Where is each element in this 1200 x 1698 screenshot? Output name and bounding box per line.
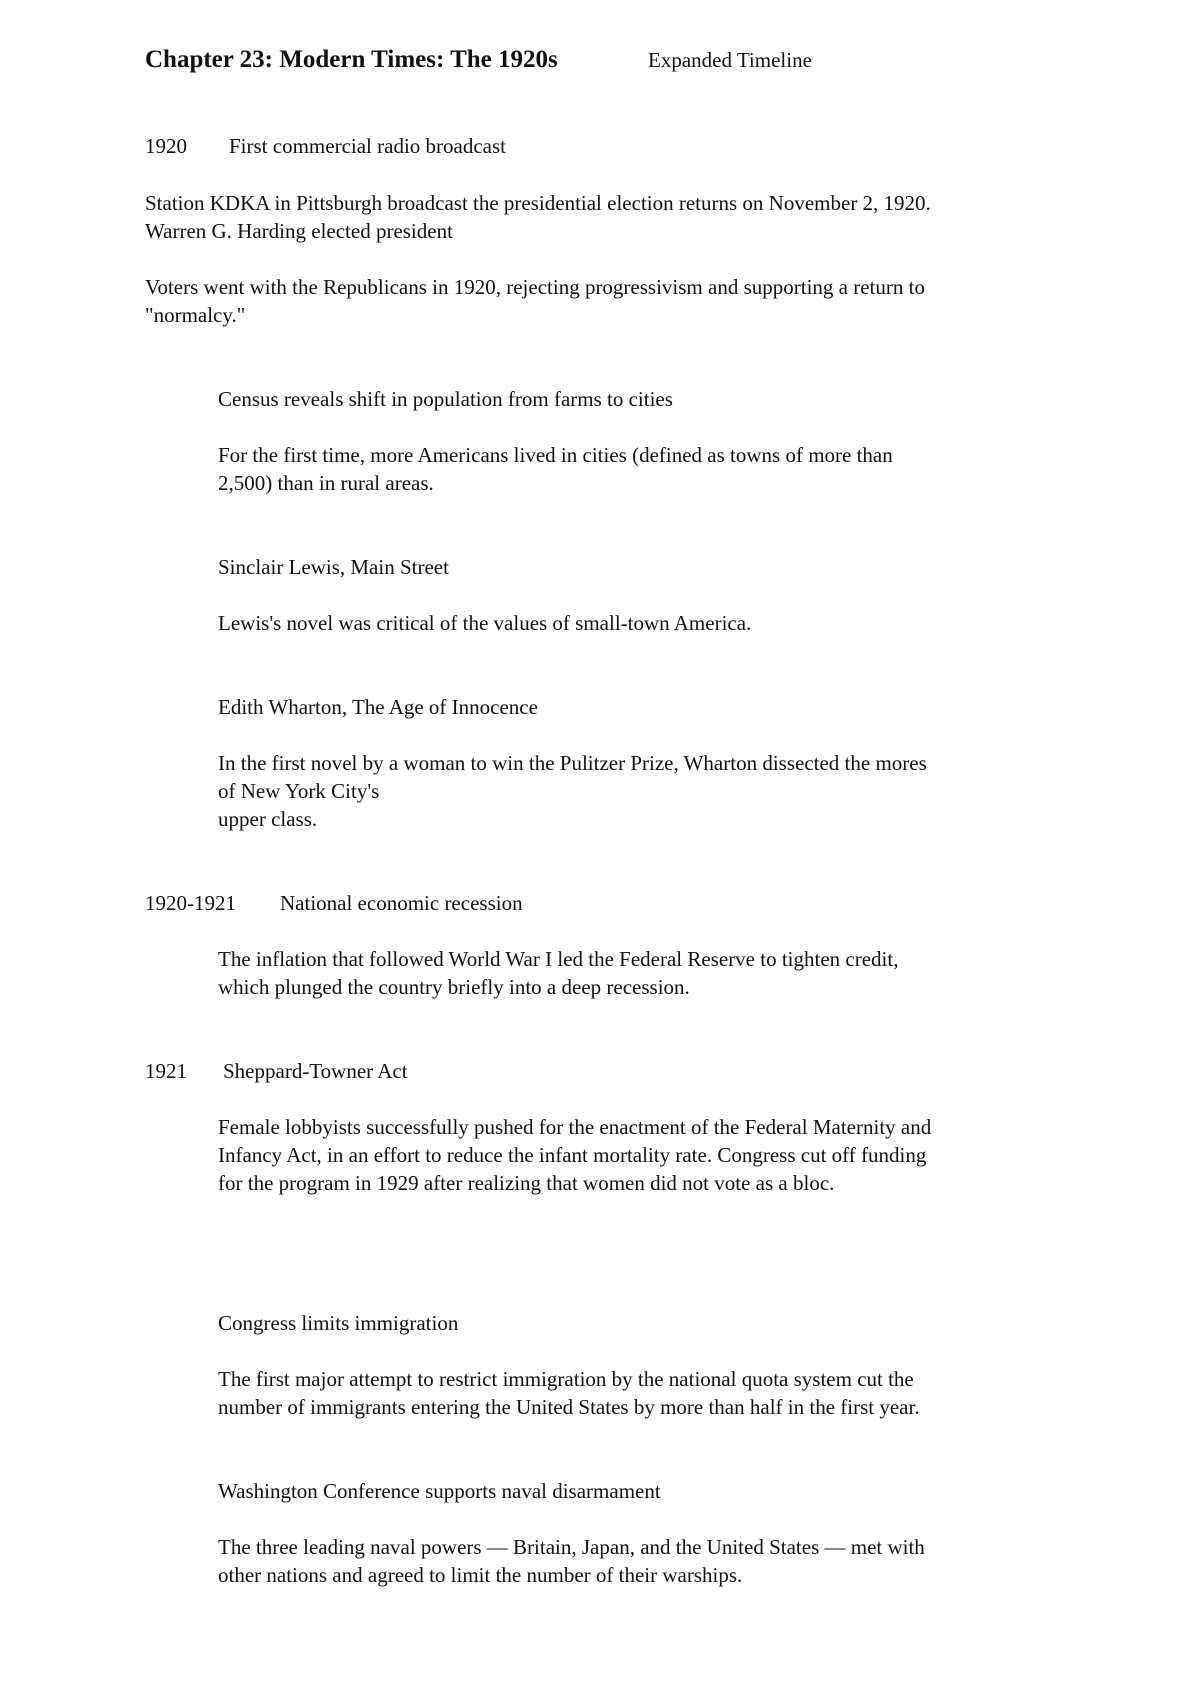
entry-body-line: which plunged the country briefly into a deep recession. (218, 975, 690, 999)
entry-heading: Edith Wharton, The Age of Innocence (218, 695, 538, 719)
entry-body-line: Voters went with the Republicans in 1920, rejecting progressivism and supporting a return to (145, 275, 925, 299)
entry-body-line: of New York City's (218, 779, 380, 803)
entry-heading: Washington Conference supports naval disarmament (218, 1479, 661, 1503)
entry-body-line: 2,500) than in rural areas. (218, 471, 434, 495)
entry-heading: Congress limits immigration (218, 1311, 459, 1335)
entry-year: 1921 (145, 1059, 187, 1083)
entry-heading: First commercial radio broadcast (229, 134, 506, 158)
entry-year: 1920 (145, 134, 187, 158)
entry-heading: Census reveals shift in population from farms to cities (218, 387, 673, 411)
entry-body-line: Station KDKA in Pittsburgh broadcast the presidential election returns on November 2, 1920. (145, 191, 931, 215)
entry-body-line: Infancy Act, in an effort to reduce the infant mortality rate. Congress cut off funding (218, 1143, 927, 1167)
page-title: Chapter 23: Modern Times: The 1920s (145, 46, 558, 73)
entry-body-line: Lewis's novel was critical of the values of small-town America. (218, 611, 752, 635)
page-subtitle: Expanded Timeline (648, 48, 812, 72)
entry-heading: Sinclair Lewis, Main Street (218, 555, 449, 579)
entry-body-line: other nations and agreed to limit the number of their warships. (218, 1563, 743, 1587)
entry-body-line: The first major attempt to restrict immigration by the national quota system cut the (218, 1367, 914, 1391)
entry-body-line: upper class. (218, 807, 318, 831)
entry-body-line: The inflation that followed World War I led the Federal Reserve to tighten credit, (218, 947, 899, 971)
entry-body-line: The three leading naval powers — Britain, Japan, and the United States — met with (218, 1535, 925, 1559)
entry-heading: Sheppard-Towner Act (223, 1059, 408, 1083)
entry-body-line: number of immigrants entering the United States by more than half in the first year. (218, 1395, 920, 1419)
entry-heading: National economic recession (280, 891, 523, 915)
entry-body-line: Female lobbyists successfully pushed for the enactment of the Federal Maternity and (218, 1115, 932, 1139)
entry-body-line: For the first time, more Americans lived in cities (defined as towns of more than (218, 443, 893, 467)
entry-body-line: for the program in 1929 after realizing that women did not vote as a bloc. (218, 1171, 835, 1195)
entry-year: 1920-1921 (145, 891, 236, 915)
entry-body-line: "normalcy." (145, 303, 246, 327)
entry-body-line: In the first novel by a woman to win the Pulitzer Prize, Wharton dissected the mores (218, 751, 927, 775)
entry-body-line: Warren G. Harding elected president (145, 219, 453, 243)
